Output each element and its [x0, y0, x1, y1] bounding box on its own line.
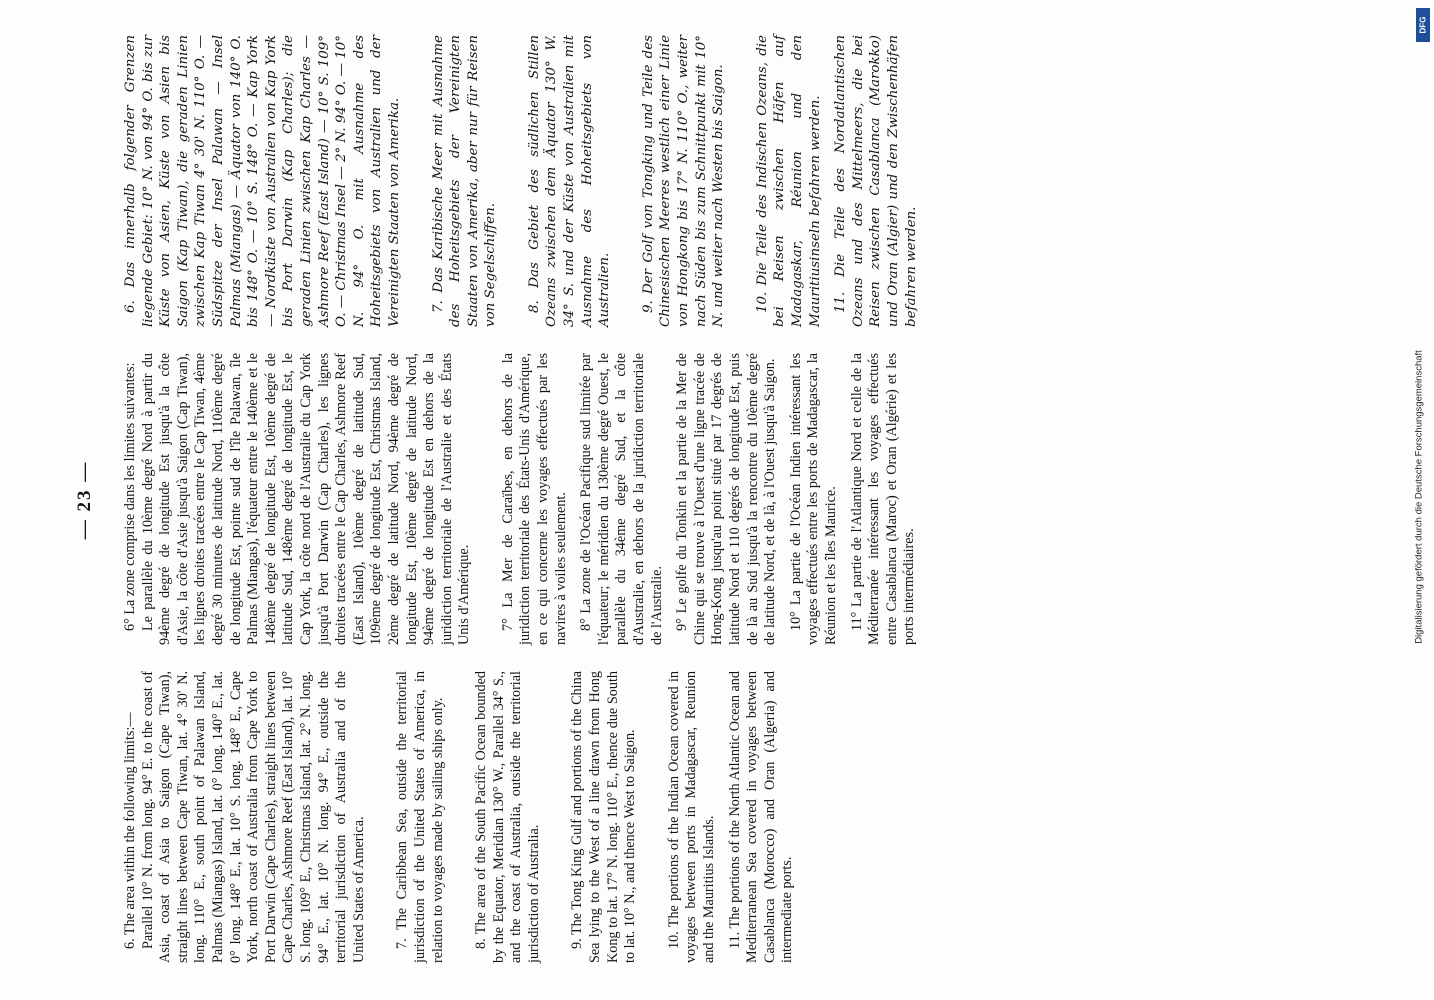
german-column: [122, 35, 1362, 327]
rotated-page-content: [52, 25, 1382, 975]
fr-section-6-body: Le parallèle du 10ème degré Nord à partir du 94ème degré de longitude Est jusqu'à la côte d'Asie, la côte d'Asie jusqu'à Saigon (Cap Tiwan), les lignes droites tracées entre le Cap Tiwan, 4ème degré 30 minutes de latitude Nord, 110ème degré de longitude Est, pointe sud de l'île Palawan, île Palmas (Miangas), l'équateur entre le 140ème et le 148ème degré de longitude Est, 10ème degré de latitude Sud, 148ème degré de longitude Est, le Cap York, la côte nord de l'Australie du Cap York jusqu'à Port Darwin (Cap Charles), les lignes droites tracées entre le Cap Charles, Ashmore Reef (East Island), 10ème degré de latitude Sud, 109ème degré de longitude Est, Christmas Island, 2ème degré de latitude Nord, 94ème degré de longitude Est, 10ème degré de latitude Nord, 94ème degré de longitude Est en dehors de la juridiction territoriale de l'Australie et des États Unis d'Amérique.: [139, 353, 473, 645]
fr-section-7: 7° La Mer de Caraïbes, en dehors de la juridiction territoriale des États-Unis d'Amérique, en ce qui concerne les voyages effectués par les navires à voiles seulement.: [499, 353, 569, 645]
dfg-logo: DFG: [1416, 8, 1430, 42]
en-section-11: 11. The portions of the North Atlantic Ocean and Mediterranean Sea covered in voyages between Casablanca (Morocco) and Oran (Algeria) and intermediate ports.: [726, 671, 796, 963]
de-section-8: 8. Das Gebiet des südlichen Stillen Ozeans zwischen dem Äquator 130° W. 34° S. und der Küste von Australien mit Ausnahme des Hoheitsgebiets von Australien.: [526, 35, 613, 327]
english-column: [122, 671, 1362, 963]
en-section-9: 9. The Tong King Gulf and portions of the China Sea lying to the West of a line drawn from Hong Kong to lat. 17° N. long. 110° E., thence due South to lat. 10° N., and thence West to Saigon.: [569, 671, 639, 963]
en-section-6-heading: 6. The area within the following limits:—: [122, 712, 138, 949]
footer-text: Digitalisierung gefördert durch die Deutsche Forschungsgemeinschaft: [1413, 350, 1425, 644]
fr-section-6-heading: 6° La zone comprise dans les limites suivantes:: [122, 362, 138, 631]
en-section-6-body: Parallel 10° N. from long. 94° E. to the coast of Asia, coast of Asia to Saigon (Cape Tiwan), straight lines between Cape Tiwan, lat. 4° 30' N. long. 110° E., south point of Palawan Island, Palmas (Miangas) Island, lat. 0° long. 140° E., lat. 0° long. 148° E., lat. 10° S. long. 148° E., Cape York, north coast of Australia from Cape York to Port Darwin (Cape Charles), straight lines between Cape Charles, Ashmore Reef (East Island), lat. 10° S. long. 109° E., Christmas Island, lat. 2° N. long. 94° E., lat. 10° N. long. 94° E., outside the territorial jurisdiction of Australia and of the United States of America.: [139, 671, 367, 963]
fr-section-8: 8° La zone de l'Océan Pacifique sud limitée par l'équateur; le méridien du 130ème degré Ouest, le parallèle du 34ème degré Sud, et la côte d'Australie, en dehors de la juridiction territoriale de l'Australie.: [578, 353, 665, 645]
en-section-8: 8. The area of the South Pacific Ocean bounded by the Equator, Meridian 130° W., Parallel 34° S., and the coast of Australia, outside the territorial jurisdiction of Australia.: [473, 671, 542, 963]
de-section-6: 6. Das innerhalb folgender Grenzen liegende Gebiet: 10° N. von 94° O. bis zur Küste von Asien, Küste von Asien bis Saigon (Kap Tiwan), die geraden Linien zwischen Kap Tiwan 4° 30' N. 110° O. — Südspitze der Insel Palawan — Insel Palmas (Miangas) — Äquator von 140° O. bis 148° O. — 10° S. 148° O. — Kap York — Nordküste von Australien von Kap York bis Port Darwin (Kap Charles); die geraden Linien zwischen Kap Charles — Ashmore Reef (East Island) — 10° S. 109° O. — Christmas Insel — 2° N. 94° O. — 10° N. 94° O. mit Ausnahme des Hoheitsgebiets von Australien und der Vereinigten Staaten von Amerika.: [123, 35, 402, 327]
de-section-7: 7. Das Karibische Meer mit Ausnahme des Hoheitsgebiets der Vereinigten Staaten von Amerika, aber nur für Reisen von Segelschiffen.: [430, 35, 499, 327]
fr-section-11: 11° La partie de l'Atlantique Nord et celle de la Méditerranée intéressant les voyages effectués entre Casablanca (Maroc) et Oran (Algérie) et les ports intermédiaires.: [848, 353, 918, 645]
de-section-10: 10. Die Teile des Indischen Ozeans, die bei Reisen zwischen Häfen auf Madagaskar, Réunion und den Mauritiusinseln befahren werden.: [754, 35, 823, 327]
de-section-9: 9. Der Golf von Tongking und Teile des Chinesischen Meeres westlich einer Linie von Hongkong bis 17° N. 110° O., weiter nach Süden bis zum Schnittpunkt mit 10° N. und weiter nach Westen bis Saigon.: [640, 35, 727, 327]
digitization-footer: [1408, 12, 1430, 982]
fr-section-9: 9° Le golfe du Tonkin et la partie de la Mer de Chine qui se trouve à l'Ouest d'une ligne tracée de Hong-Kong jusqu'au point situé par 17 degrés de latitude Nord et 110 degrés de longitude Est, puis de là au Sud jusqu'à la rencontre du 10ème degré de latitude Nord, et de là, à l'Ouest jusqu'à Saigon.: [674, 353, 779, 645]
de-section-11: 11. Die Teile des Nordatlantischen Ozeans und des Mittelmeers, die bei Reisen zwischen Casablanca (Marokko) und Oran (Algier) und den Zwischenhäfen befahren werden.: [833, 35, 919, 327]
fr-section-10: 10° La partie de l'Océan Indien intéressant les voyages effectués entre les ports de Madagascar, la Réunion et les îles Maurice.: [787, 353, 839, 645]
page-number: — 23 —: [74, 460, 95, 540]
french-column: [122, 353, 1362, 645]
en-section-7: 7. The Caribbean Sea, outside the territorial jurisdiction of the United States of America, in relation to voyages made by sailing ships only.: [394, 671, 446, 963]
en-section-10: 10. The portions of the Indian Ocean covered in voyages between ports in Madagascar, Reunion and the Mauritius Islands.: [665, 671, 718, 963]
